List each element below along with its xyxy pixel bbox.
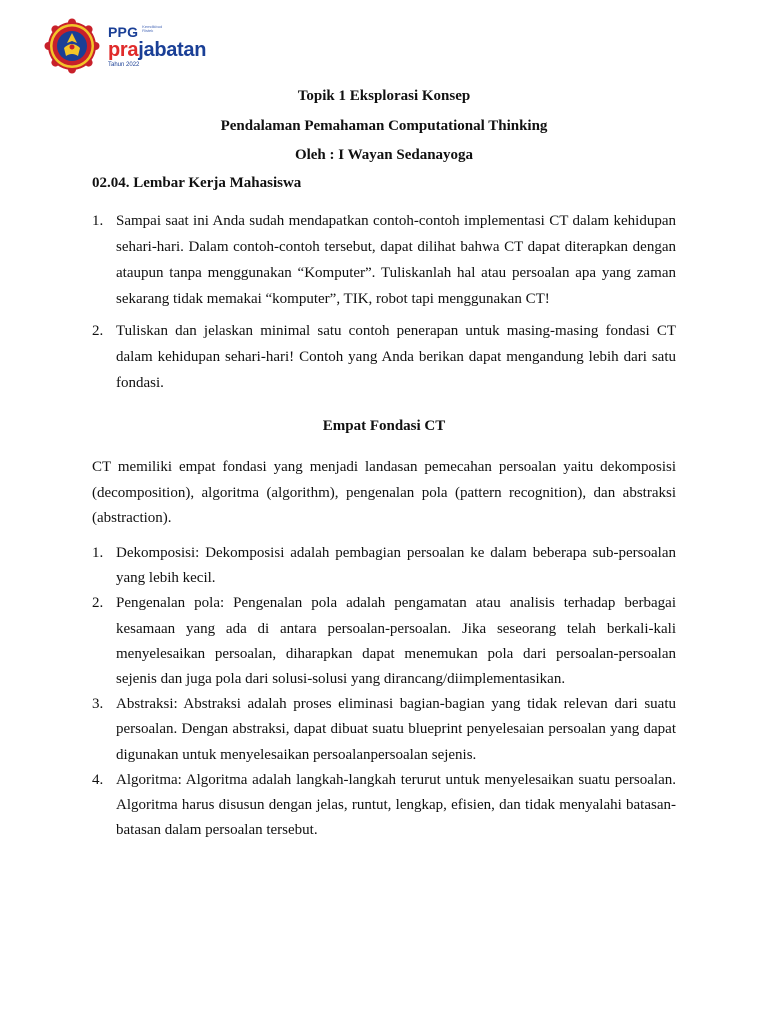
university-seal-logo [44,18,100,74]
list-item [92,768,676,844]
list-item [92,541,676,591]
item-number: 2. [92,323,104,339]
item-text: Abstraksi: Abstraksi adalah proses eliminasi bagian-bagian yang tidak relevan dari suatu persoalan. Dengan abstraksi, dapat dibuat suatu blueprint penyelesaian persoalan yang dapat digunakan untuk menyelesaikan persoalanpersoalan sejenis. [116,696,676,763]
item-text: Sampai saat ini Anda sudah mendapatkan contoh-contoh implementasi CT dalam kehidupan sehari-hari. Dalam contoh-contoh tersebut, dapat dilihat bahwa CT dapat diterapkan dengan ataupun tanpa menggunakan “Komputer”. Tuliskanlah hal atau persoalan apa yang zaman sekarang tidak memakai “komputer”, TIK, robot tapi menggunakan CT! [116,213,676,307]
author-line: Oleh : I Wayan Sedanayoga [294,147,474,163]
worksheet-heading: 02.04. Lembar Kerja Mahasiswa [92,175,302,191]
item-number: 3. [92,696,104,713]
item-text: Dekomposisi: Dekomposisi adalah pembagian persoalan ke dalam beberapa sub-persoalan yang lebih kecil. [116,545,676,587]
item-number: 2. [92,595,104,612]
item-text: Algoritma: Algoritma adalah langkah-langkah terurut untuk menyelesaikan suatu persoalan. Algoritma harus disusun dengan jelas, runtut, lengkap, efisien, dan tidak menyalahi batasan-batasan dalam persoalan tersebut. [116,771,676,839]
list-item [92,591,676,692]
item-number: 1. [92,545,104,561]
item-text: Pengenalan pola: Pengenalan pola adalah pengamatan atau analisis terhadap berbagai kesamaan yang ada di antara persoalan-persoalan. Jika seseorang telah berkali-kali menyelesaikan persoalan, diharapkan dapat menemukan pola dari persoalan-persoalan sejenis dan juga pola dari solusi-solusi yang dirancang/diimplementasikan. [116,595,676,688]
item-number: 4. [92,771,104,788]
brand-year: Tahun 2022 [108,61,140,68]
header-logos [44,18,206,74]
list-item [92,692,676,768]
list-item [92,318,676,396]
foundations-list [92,541,676,843]
item-number: 1. [92,213,104,229]
brand-jabatan: jabatan [138,38,207,61]
brand-tagline: Kemdikbud Ristek [142,23,163,33]
topic-title: Topik 1 Eksplorasi Konsep [297,88,471,104]
ppg-prajabatan-logo [108,25,206,68]
foundations-intro: CT memiliki empat fondasi yang menjadi landasan pemecahan persoalan yaitu dekomposisi (decomposition), algoritma (algorithm), pengenalan pola (pattern recognition), dan abstraksi (abstraction). [92,459,676,526]
subtitle: Pendalaman Pemahaman Computational Thinking [220,118,548,134]
brand-pra: pra [108,38,139,61]
list-item [92,208,676,312]
ppg-wordmark: PPG [108,23,139,40]
worksheet-questions [92,208,676,396]
item-text: Tuliskan dan jelaskan minimal satu contoh penerapan untuk masing-masing fondasi CT dalam kehidupan sehari-hari! Contoh yang Anda berikan dapat mengandung lebih dari satu fondasi. [116,323,676,391]
foundations-heading: Empat Fondasi CT [322,418,446,434]
prajabatan-wordmark [108,40,206,60]
